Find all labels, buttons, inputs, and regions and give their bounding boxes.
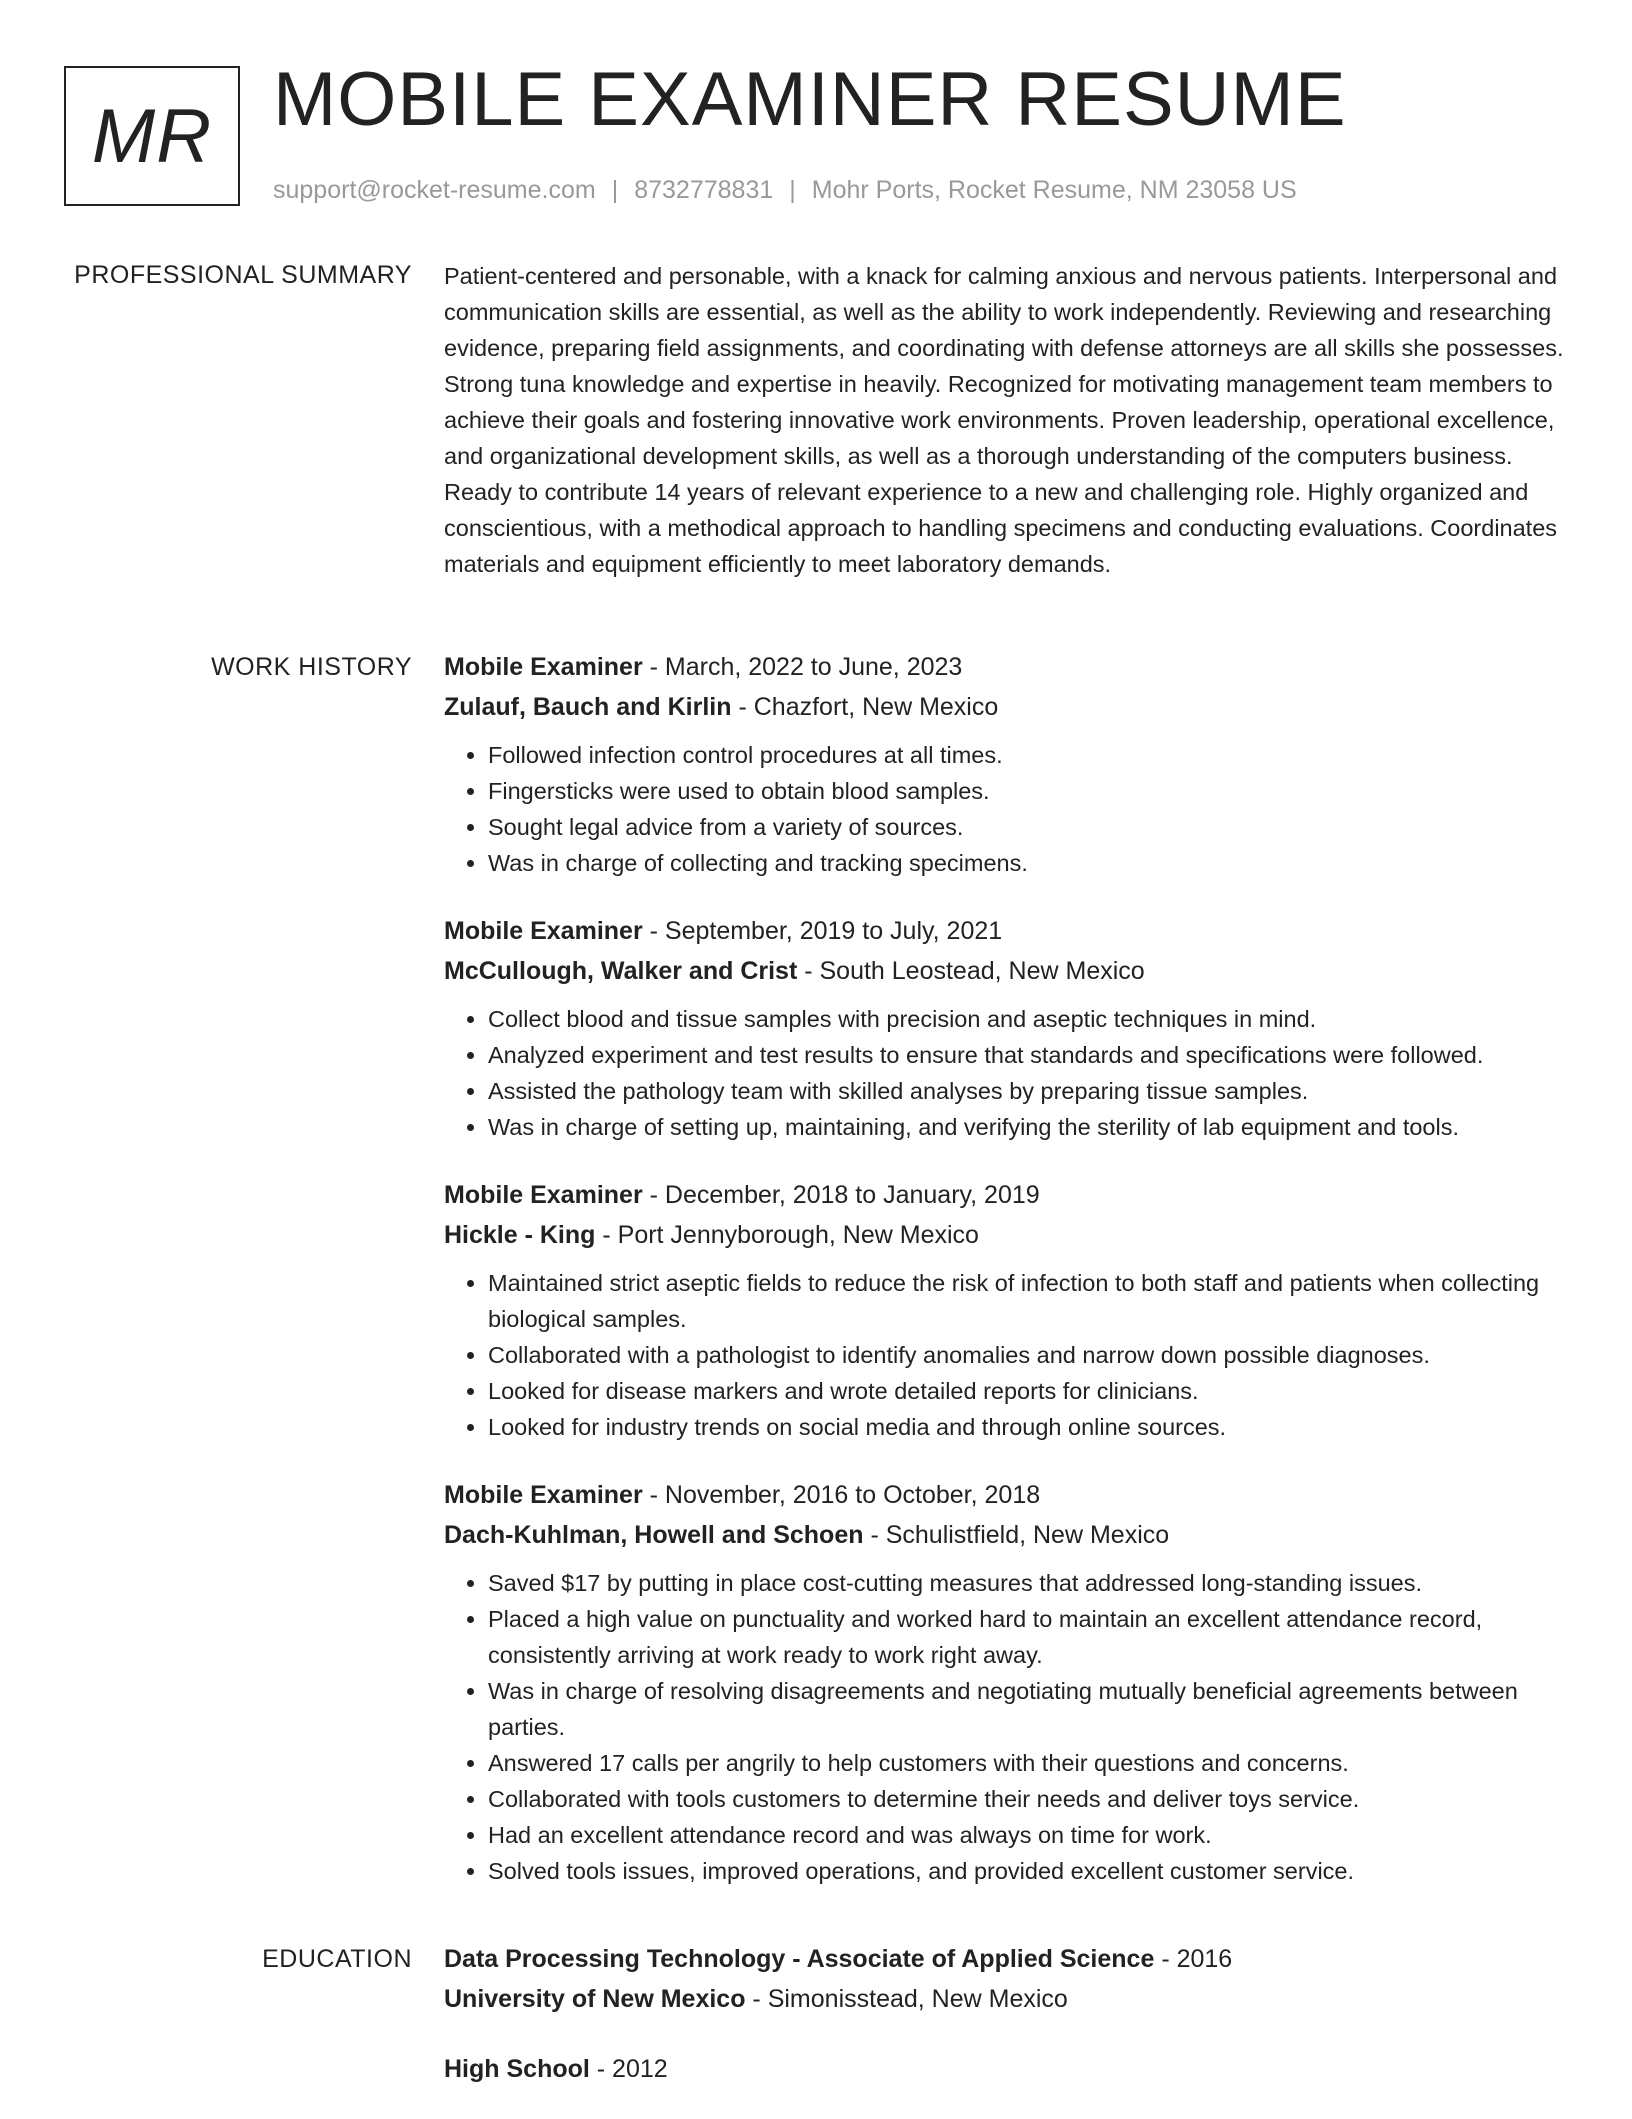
job-entry [444, 911, 1564, 1145]
job-title: Mobile Examiner [444, 653, 643, 681]
job-location: - Schulistfield, New Mexico [863, 1521, 1170, 1549]
job-duty: • Analyzed experiment and test results to ensure that standards and specifications were followed. [488, 1037, 1564, 1073]
summary-text: Patient-centered and personable, with a knack for calming anxious and nervous patients. Interpersonal and communication skills are essential, as well as the ability to work independently. Reviewing and researching evidence, preparing field assignments, and coordinating with defense attorneys are all skills she possesses. Strong tuna knowledge and expertise in heavily. Recognized for motivating management team members to achieve their goals and fostering innovative work environments. Proven leadership, operational excellence, and organizational development skills, as well as a thorough understanding of the computers business. Ready to contribute 14 years of relevant experience to a new and challenging role. Highly organized and conscientious, with a methodical approach to handling specimens and conducting evaluations. Coordinates materials and equipment efficiently to meet laboratory demands. [444, 263, 1564, 577]
job-company-line [444, 951, 1564, 991]
job-duty: • Fingersticks were used to obtain blood samples. [488, 773, 1564, 809]
job-duty: • Answered 17 calls per angrily to help customers with their questions and concerns. [488, 1745, 1564, 1781]
education-degree-line [444, 2049, 1564, 2089]
contact-phone: 8732778831 [634, 176, 774, 204]
job-duty: • Was in charge of collecting and tracking specimens. [488, 845, 1564, 881]
resume-title: MOBILE EXAMINER RESUME [273, 57, 1347, 142]
job-duty: • Collaborated with a pathologist to identify anomalies and narrow down possible diagnoses. [488, 1337, 1564, 1373]
job-company: Dach-Kuhlman, Howell and Schoen [444, 1521, 864, 1549]
contact-address: Mohr Ports, Rocket Resume, NM 23058 US [811, 176, 1297, 204]
contact-email: support@rocket-resume.com [273, 176, 596, 204]
contact-line [273, 173, 1297, 207]
education-entry [444, 1939, 1564, 2019]
job-duty: • Placed a high value on punctuality and worked hard to maintain an excellent attendance record, consistently arriving at work ready to work right away. [488, 1601, 1564, 1673]
job-dates: - September, 2019 to July, 2021 [642, 917, 1003, 945]
job-entry [444, 1475, 1564, 1889]
job-duty: • Saved $17 by putting in place cost-cutting measures that addressed long-standing issues. [488, 1565, 1564, 1601]
education-degree: High School [444, 2055, 590, 2083]
job-location: - South Leostead, New Mexico [797, 957, 1145, 985]
job-title: Mobile Examiner [444, 917, 643, 945]
job-duty: • Looked for disease markers and wrote detailed reports for clinicians. [488, 1373, 1564, 1409]
job-company-line [444, 1515, 1564, 1555]
job-duty: • Assisted the pathology team with skilled analyses by preparing tissue samples. [488, 1073, 1564, 1109]
job-title: Mobile Examiner [444, 1481, 643, 1509]
contact-separator: | [611, 176, 619, 204]
job-duties-list [444, 1565, 1564, 1889]
job-entry [444, 647, 1564, 881]
section-label-education: EDUCATION [262, 1945, 412, 1973]
job-company: Zulauf, Bauch and Kirlin [444, 693, 732, 721]
education-year: - 2012 [589, 2055, 668, 2083]
job-location: - Port Jennyborough, New Mexico [595, 1221, 979, 1249]
job-dates: - March, 2022 to June, 2023 [642, 653, 963, 681]
job-title-line [444, 911, 1564, 951]
job-duty: • Solved tools issues, improved operations, and provided excellent customer service. [488, 1853, 1564, 1889]
job-dates: - December, 2018 to January, 2019 [642, 1181, 1040, 1209]
job-duty: • Sought legal advice from a variety of sources. [488, 809, 1564, 845]
job-company-line [444, 1215, 1564, 1255]
education-degree-line [444, 1939, 1564, 1979]
initials-monogram: MR [64, 66, 240, 206]
job-title-line [444, 1475, 1564, 1515]
job-title-line [444, 1175, 1564, 1215]
job-company-line [444, 687, 1564, 727]
job-dates: - November, 2016 to October, 2018 [642, 1481, 1041, 1509]
education-school: University of New Mexico [444, 1985, 746, 2013]
job-duty: • Was in charge of setting up, maintaining, and verifying the sterility of lab equipment and tools. [488, 1109, 1564, 1145]
contact-separator: | [789, 176, 796, 204]
job-duty: • Collect blood and tissue samples with precision and aseptic techniques in mind. [488, 1001, 1564, 1037]
education-degree: Data Processing Technology - Associate of Applied Science [444, 1945, 1155, 1973]
job-duties-list [444, 737, 1564, 881]
job-location: - Chazfort, New Mexico [731, 693, 999, 721]
section-label-summary: PROFESSIONAL SUMMARY [74, 261, 412, 289]
job-duties-list [444, 1265, 1564, 1445]
job-duty: • Had an excellent attendance record and was always on time for work. [488, 1817, 1564, 1853]
job-title-line [444, 647, 1564, 687]
job-company: McCullough, Walker and Crist [444, 957, 798, 985]
job-duty: • Followed infection control procedures at all times. [488, 737, 1564, 773]
job-duty: • Collaborated with tools customers to determine their needs and deliver toys service. [488, 1781, 1564, 1817]
education-year: - 2016 [1154, 1945, 1233, 1973]
job-entry [444, 1175, 1564, 1445]
job-duty: • Was in charge of resolving disagreements and negotiating mutually beneficial agreements between parties. [488, 1673, 1564, 1745]
section-label-work-history: WORK HISTORY [211, 653, 412, 681]
job-company: Hickle - King [444, 1221, 596, 1249]
job-duty: • Looked for industry trends on social media and through online sources. [488, 1409, 1564, 1445]
education-location: - Simonisstead, New Mexico [745, 1985, 1068, 2013]
education-school-line [444, 1979, 1564, 2019]
education-entry [444, 2049, 1564, 2089]
job-duties-list [444, 1001, 1564, 1145]
job-title: Mobile Examiner [444, 1181, 643, 1209]
job-duty: • Maintained strict aseptic fields to reduce the risk of infection to both staff and patients when collecting biological samples. [488, 1265, 1564, 1337]
